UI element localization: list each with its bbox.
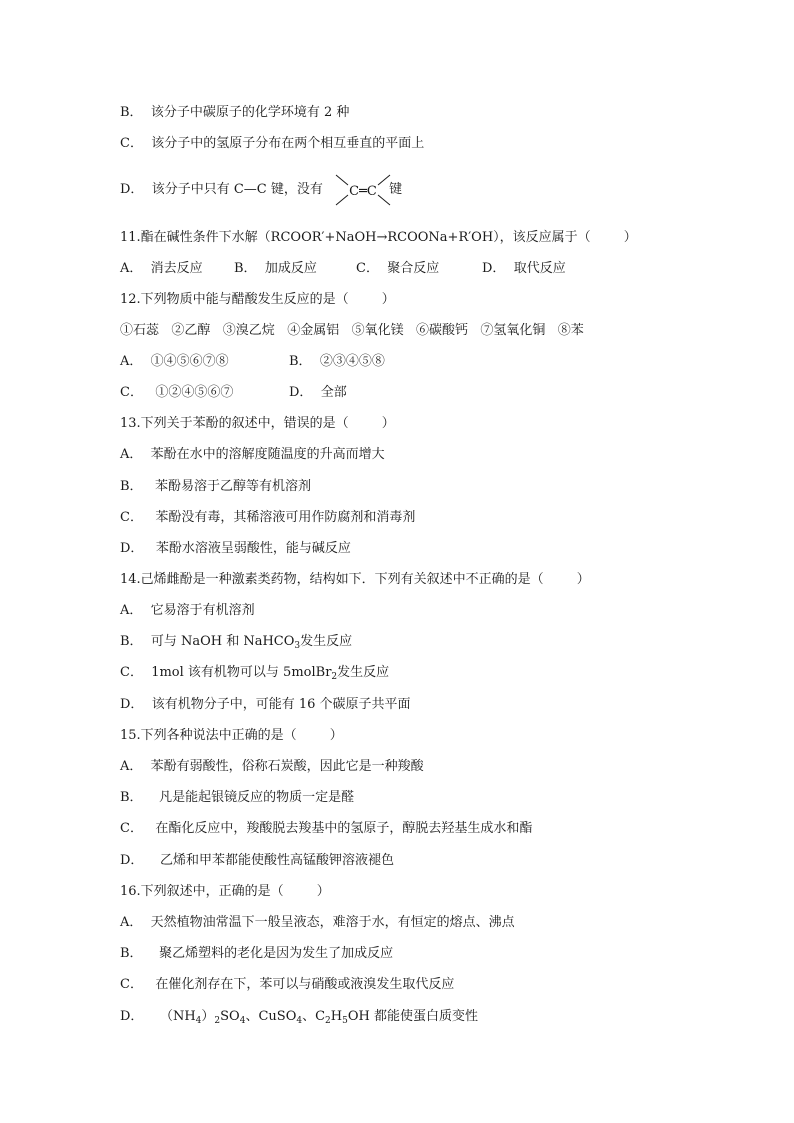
q13-option-a: A． 苯酚在水中的溶解度随温度的升高而增大: [120, 447, 385, 462]
q14-option-c: [120, 664, 389, 682]
q12-options-ab: [120, 353, 385, 371]
q14-option-c-text: C． 1mol 该有机物可以与 5molBr: [120, 665, 332, 680]
q13-option-b: B． 苯酚易溶于乙醇等有机溶剂: [120, 479, 311, 494]
carbon-double-bond-structure: [334, 172, 392, 208]
q11-option-d: D． 取代反应: [482, 261, 566, 276]
q10-option-d-text: D． 该分子中只有 C—C 键，没有: [120, 182, 327, 197]
q15-stem: 15.下列各种说法中正确的是（ ）: [120, 728, 343, 743]
q14-option-d: D． 该有机物分子中，可能有 16 个碳原子共平面: [120, 697, 411, 712]
q12-stem: 12.下列物质中能与醋酸发生反应的是（ ）: [120, 292, 395, 307]
q16-d-part: 、C: [302, 1009, 326, 1024]
q16-d-part: D． （NH: [120, 1009, 196, 1024]
q10-option-c: C． 该分子中的氢原子分布在两个相互垂直的平面上: [120, 136, 425, 151]
q14-option-b-tail: 发生反应: [300, 634, 353, 649]
q12-items: ①石蕊 ②乙醇 ③溴乙烷 ④金属铝 ⑤氧化镁 ⑥碳酸钙 ⑦氢氧化铜 ⑧苯: [120, 323, 584, 338]
q16-d-sub: 4: [195, 1016, 202, 1026]
q16-option-c: C． 在催化剂存在下，苯可以与硝酸或液溴发生取代反应: [120, 977, 455, 992]
q16-option-b: B． 聚乙烯塑料的老化是因为发生了加成反应: [120, 946, 394, 961]
q13-option-d: D． 苯酚水溶液呈弱酸性，能与碱反应: [120, 541, 351, 556]
q10-option-b: B． 该分子中碳原子的化学环境有 2 种: [120, 105, 350, 120]
q16-d-part: OH 都能使蛋白质变性: [347, 1009, 478, 1024]
q16-d-sub: 4: [239, 1016, 246, 1026]
q16-d-part: H: [330, 1009, 343, 1024]
q12-options-cd: [120, 384, 347, 402]
q16-d-part: 、CuSO: [245, 1009, 297, 1024]
q16-d-part: SO: [220, 1009, 240, 1024]
q11-options: [120, 260, 566, 278]
q11-option-a: A． 消去反应: [120, 261, 203, 276]
q15-option-d: D． 乙烯和甲苯都能使酸性高锰酸钾溶液褪色: [120, 853, 394, 868]
q16-d-sub: 5: [342, 1016, 348, 1026]
q14-option-b-text: B． 可与 NaOH 和 NaHCO: [120, 634, 295, 649]
q12-option-b: B． ②③④⑤⑧: [289, 354, 385, 369]
q16-option-a: A． 天然植物油常温下一般呈液态，难溶于水，有恒定的熔点、沸点: [120, 915, 515, 930]
q11-option-b: B． 加成反应: [234, 261, 317, 276]
q12-option-a: A． ①④⑤⑥⑦⑧: [120, 354, 229, 369]
q14-option-c-tail: 发生反应: [337, 665, 390, 680]
q16-d-sub: 4: [296, 1016, 303, 1026]
q15-option-b: B． 凡是能起银镜反应的物质一定是醛: [120, 790, 355, 805]
q16-option-d: [120, 1008, 478, 1026]
q12-option-c: C． ①②④⑤⑥⑦: [120, 385, 234, 400]
q14-option-b: [120, 633, 352, 651]
cc-double-bond-label: C═C: [349, 184, 377, 199]
q11-option-c: C． 聚合反应: [356, 261, 440, 276]
q12-option-d: D． 全部: [289, 385, 347, 400]
q10-option-d-tail: 键: [384, 182, 403, 197]
q16-d-sub: 2: [325, 1016, 331, 1026]
q14-stem: 14.己烯雌酚是一种激素类药物，结构如下．下列有关叙述中不正确的是（ ）: [120, 572, 590, 587]
q16-stem: 16.下列叙述中，正确的是（ ）: [120, 884, 330, 899]
q16-d-part: ）: [201, 1009, 215, 1024]
q13-option-c: C． 苯酚没有毒，其稀溶液可用作防腐剂和消毒剂: [120, 510, 416, 525]
q11-stem: 11.酯在碱性条件下水解（RCOOR′+NaOH→RCOONa+R′OH），该反应属于（ ）: [120, 230, 637, 245]
q14-option-c-subscript: 2: [331, 672, 338, 682]
q13-stem: 13.下列关于苯酚的叙述中，错误的是（ ）: [120, 416, 395, 431]
q14-option-a: A． 它易溶于有机溶剂: [120, 603, 255, 618]
q16-d-sub: 2: [214, 1016, 221, 1026]
q15-option-c: C． 在酯化反应中，羧酸脱去羧基中的氢原子，醇脱去羟基生成水和酯: [120, 821, 533, 836]
q14-option-b-subscript: 3: [294, 641, 301, 651]
q15-option-a: A． 苯酚有弱酸性，俗称石炭酸，因此它是一种羧酸: [120, 759, 424, 774]
